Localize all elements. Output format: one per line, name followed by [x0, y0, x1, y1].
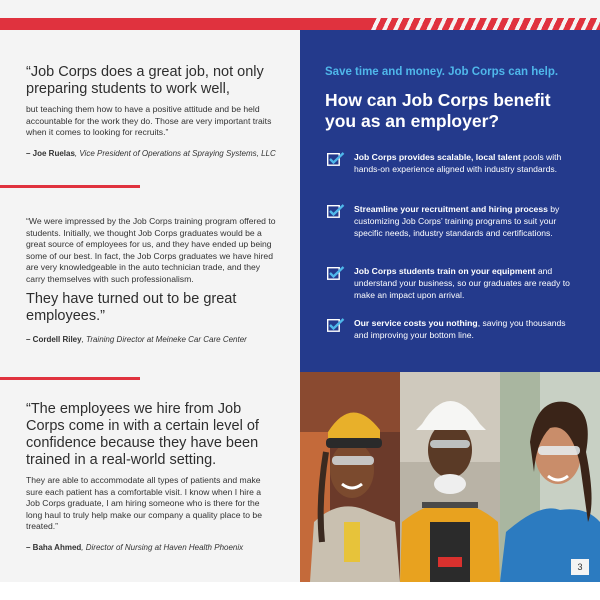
testimonial-2-lead: They have turned out to be great employees.” [26, 290, 237, 324]
testimonial-2-body: “We were impressed by the Job Corps training program offered to students. Initially, we thought Job Corps graduates would be a great source of employees for us, and they have ended up being some of our best. In fact, the Job Corps graduates we have hired are very knowledgeable in the auto technician trade, and they carry themselves with such professionalism. [26, 216, 276, 284]
benefit-item-2-text: Streamline your recruitment and hiring process by customizing Job Corps’ training programs to suit your specific needs, industry standards and certifications. [354, 204, 560, 238]
testimonial-1-attribution: – Joe Ruelas, Vice President of Operations at Spraying Systems, LLC [26, 148, 276, 158]
checkbox-check-icon [327, 204, 345, 218]
student-photos [300, 372, 600, 582]
testimonial-1-body: but teaching them how to have a positive attitude and be held accountable for the work they do. Those are very important traits when it comes to looking for recruits.” [26, 104, 272, 138]
benefit-item-4 [327, 318, 582, 342]
checkbox-check-icon [327, 266, 345, 280]
benefit-item-1-text: Job Corps provides scalable, local talent pools with hands-on experience aligned with industry standards. [354, 152, 562, 174]
red-divider-2 [0, 377, 140, 380]
top-stripe-bar [0, 18, 600, 30]
testimonials-column [0, 30, 300, 582]
panel-tagline: Save time and money. Job Corps can help. [325, 66, 559, 78]
benefit-item-3 [327, 266, 582, 301]
benefit-item-3-text: Job Corps students train on your equipment and understand your business, so our graduates are ready to make an impact upon arrival. [354, 266, 570, 300]
testimonial-3 [26, 401, 276, 552]
benefit-item-1 [327, 152, 582, 176]
testimonial-1 [26, 64, 276, 158]
benefit-item-4-text: Our service costs you nothing, saving you thousands and improving your bottom line. [354, 318, 566, 340]
photo-welding-student [300, 372, 400, 582]
bottom-margin [0, 582, 600, 600]
checkbox-check-icon [327, 152, 345, 166]
page-number: 3 [571, 559, 589, 575]
hatched-stripe [370, 18, 600, 30]
testimonial-3-lead: “The employees we hire from Job Corps come in with a certain level of confidence because they have been trained in a real-world setting. [26, 401, 259, 468]
checkbox-check-icon [327, 318, 345, 332]
photo-nursing-student [500, 372, 600, 582]
employer-benefits-panel [300, 30, 600, 372]
panel-heading: How can Job Corps benefit you as an employer? [325, 90, 551, 131]
testimonial-3-body: They are able to accommodate all types of patients and make sure each patient has a comfortable visit. I know when I hire a Job Corps graduate, I am hiring someone who is there for the long haul to truly help make our company a quality place to be treated.” [26, 475, 262, 532]
testimonial-1-lead: “Job Corps does a great job, not only preparing students to work well, [26, 64, 264, 97]
benefit-item-2 [327, 204, 582, 239]
photo-hardhat-student [400, 372, 500, 582]
testimonial-2-attribution: – Cordell Riley, Training Director at Meineke Car Care Center [26, 334, 247, 344]
red-divider-1 [0, 185, 140, 188]
testimonial-2 [26, 216, 276, 344]
testimonial-3-attribution: – Baha Ahmed, Director of Nursing at Haven Health Phoenix [26, 542, 244, 552]
